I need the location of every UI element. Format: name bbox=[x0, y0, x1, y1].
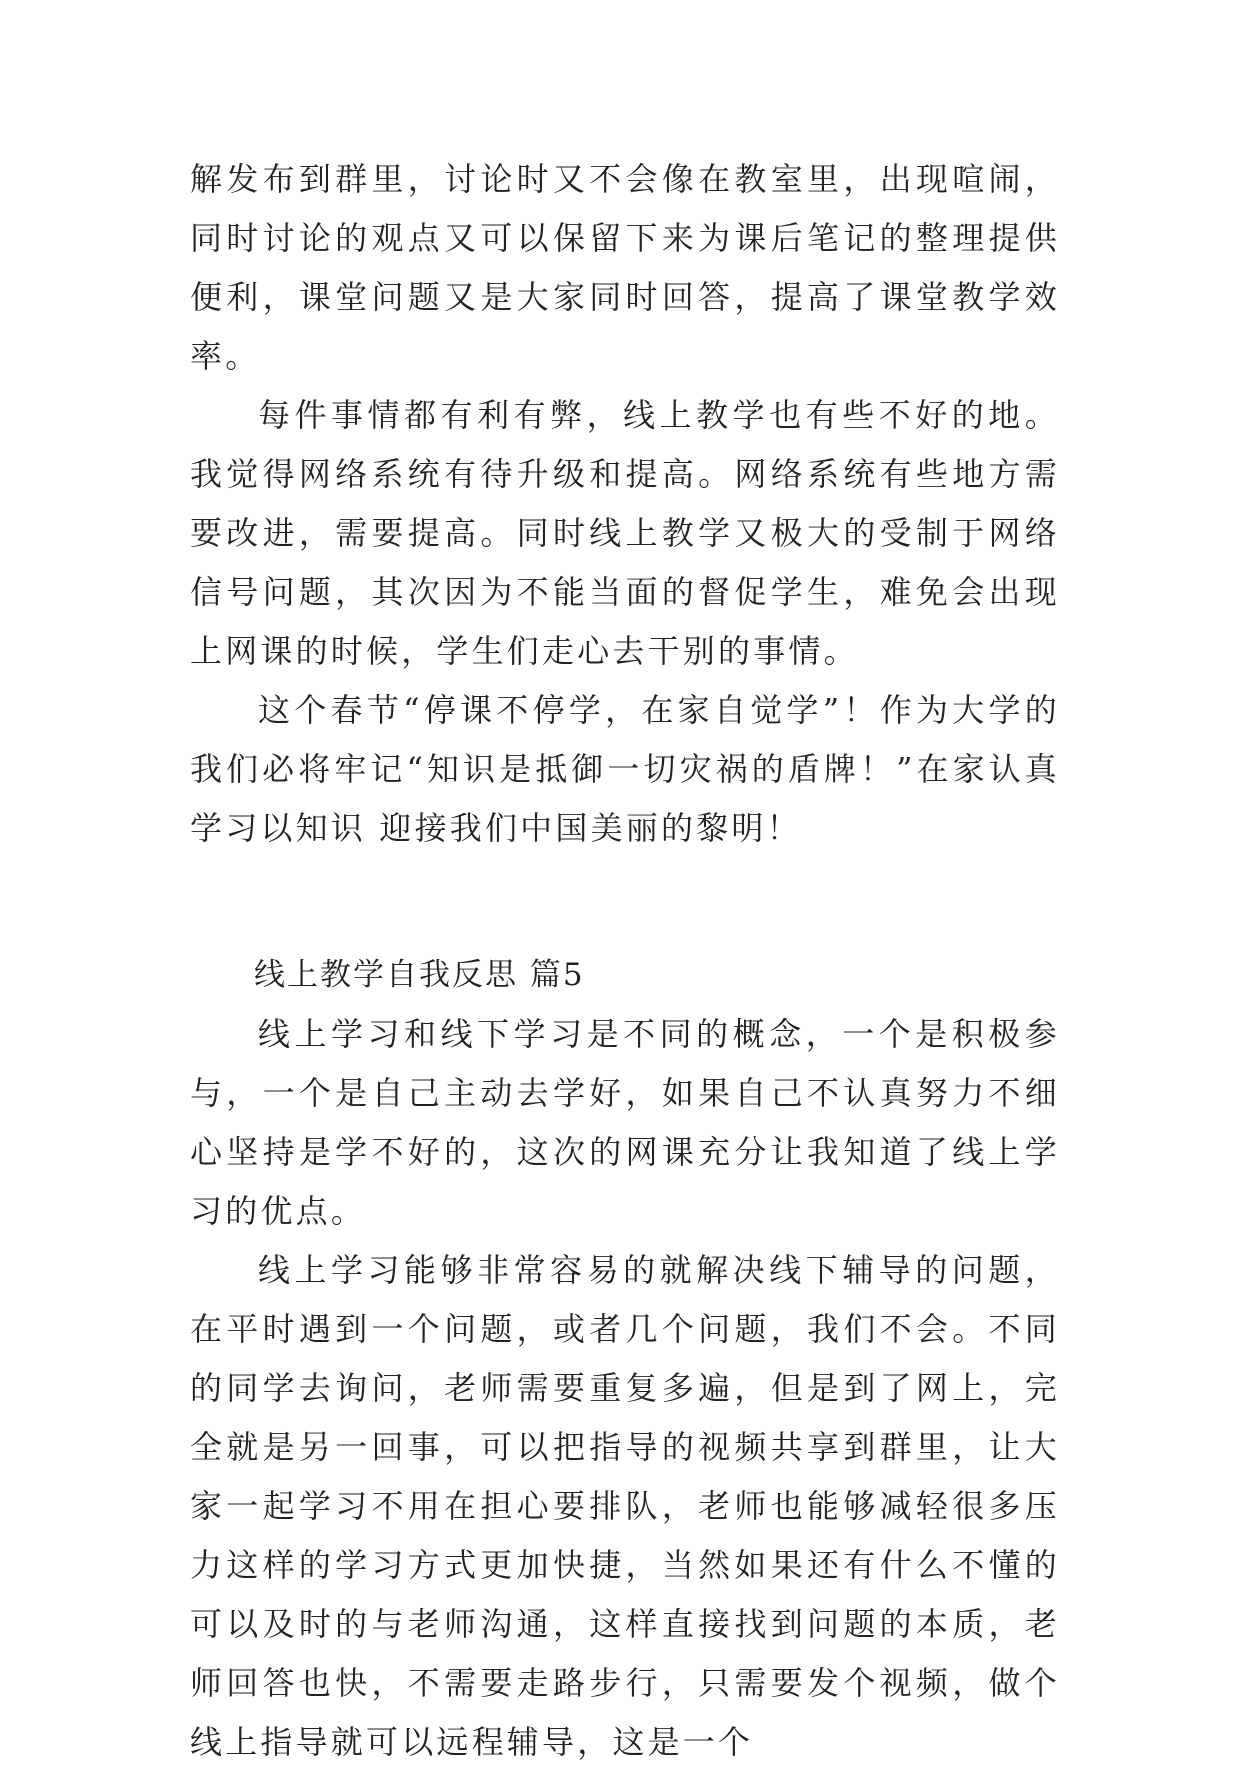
document-body bbox=[190, 150, 1060, 1772]
paragraph-online-vs-offline: 线上学习和线下学习是不同的概念，一个是积极参与，一个是自己主动去学好，如果自己不认真努力不细心坚持是学不好的，这次的网课充分让我知道了线上学习的优点。 bbox=[190, 1015, 1060, 1230]
paragraph-spring-festival: 这个春节“停课不停学，在家自觉学”！作为大学的我们必将牢记“知识是抵御一切灾祸的盾牌！”在家认真学习以知识 迎接我们中国美丽的黎明！ bbox=[190, 691, 1060, 847]
paragraph-drawbacks: 每件事情都有利有弊，线上教学也有些不好的地。我觉得网络系统有待升级和提高。网络系统有些地方需要改进，需要提高。同时线上教学又极大的受制于网络信号问题，其次因为不能当面的督促学生，难免会出现上网课的时候，学生们走心去干别的事情。 bbox=[190, 396, 1060, 670]
section-heading: 线上教学自我反思 篇5 bbox=[254, 957, 585, 993]
paragraph-online-tutoring: 线上学习能够非常容易的就解决线下辅导的问题，在平时遇到一个问题，或者几个问题，我们不会。不同的同学去询问，老师需要重复多遍，但是到了网上，完全就是另一回事，可以把指导的视频共享到群里，让大家一起学习不用在担心要排队，老师也能够减轻很多压力这样的学习方式更加快捷，当然如果还有什么不懂的可以及时的与老师沟通，这样直接找到问题的本质，老师回答也快，不需要走路步行，只需要发个视频，做个线上指导就可以远程辅导，这是一个 bbox=[190, 1251, 1060, 1761]
paragraph-continued: 解发布到群里，讨论时又不会像在教室里，出现喧闹，同时讨论的观点又可以保留下来为课后笔记的整理提供便利，课堂问题又是大家同时回答，提高了课堂教学效率。 bbox=[190, 160, 1060, 375]
